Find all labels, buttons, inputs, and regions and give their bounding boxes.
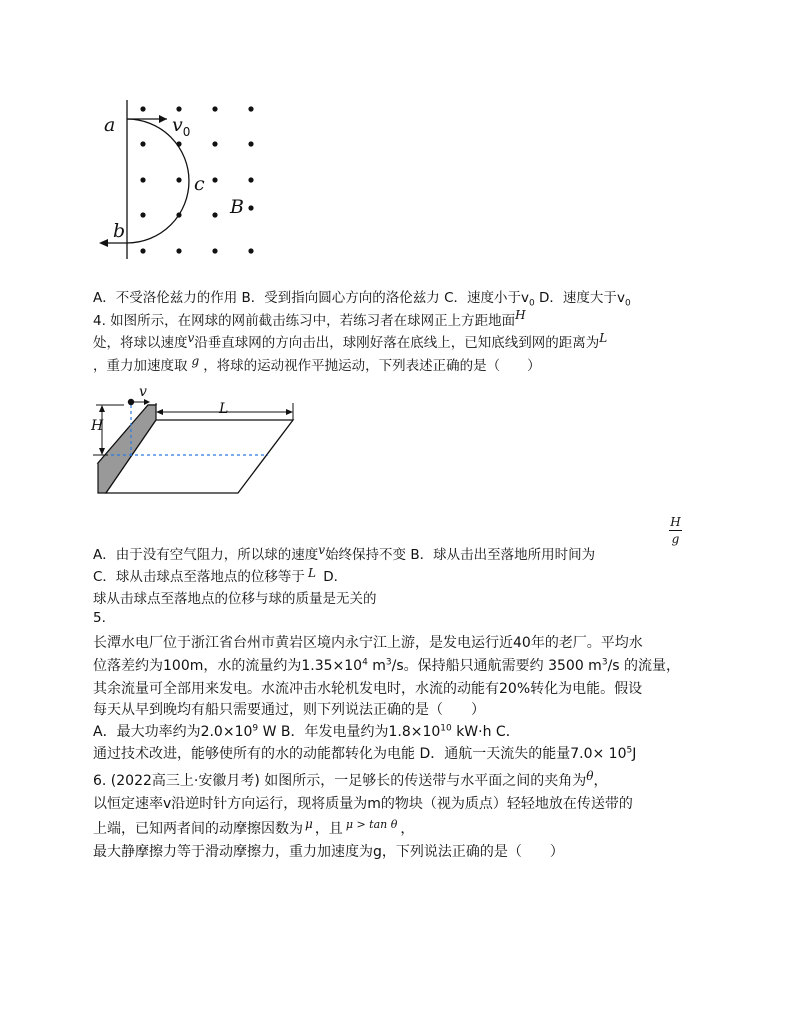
q6-line3: 上端，已知两者间的动摩擦因数为 μ ，且 $^{\mu > tan \theta}$ ， (93, 817, 415, 837)
q5-optA-B: A．最大功率约为$2.0\times 10^9$ W B．年发电量约为$1.8\times 10^{10}$ kW·h C． (93, 723, 520, 740)
tennis-court-figure (88, 385, 303, 500)
q6-line2: 以恒定速率v沿逆时针方向运行，现将质量为m的物块（视为质点）轻轻地放在传送带的 (93, 796, 633, 812)
q5-p4: 每天从早到晚均有船只需要通过，则下列说法正确的是（ ） (93, 702, 485, 718)
q6-line1: 6. (2022高三上·安徽月考) 如图所示，一足够长的传送带与水平面之间的夹角为θ， (93, 769, 608, 789)
q4-optC: C．球从击球点至落地点的位移等于 L D． (93, 566, 348, 585)
q5-p3: 其余流量可全部用来发电。水流冲击水轮机发电时，水流的动能有20%转化为电能。假设 (93, 681, 643, 697)
q4-line2: 处，将球以速度v沿垂直球网的方向击出，球刚好落在底线上，已知底线到网的距离为L (93, 331, 608, 351)
q4-optD: 球从击球点至落地点的位移与球的质量是无关的 (93, 591, 377, 607)
q3-options: A．不受洛伦兹力的作用 B．受到指向圆心方向的洛伦兹力 C．速度小于$v_0$ D．速度大于$v_0$ (93, 290, 631, 309)
label-b: b (113, 220, 126, 242)
label-v0: $v_0$ (172, 114, 191, 139)
exit-arrow-icon (99, 239, 108, 247)
q5-p2: 位落差约为100m，水的流量约为$1.35\times 10^4$ $m^3/s$。保持船只通航需要约 3500 $m^3/s$ 的流量， (93, 657, 681, 674)
q5-p1: 长潭水电厂位于浙江省台州市黄岩区境内永宁江上游，是发电运行近40年的老厂。平均水 (93, 635, 643, 651)
label-v-court: v (139, 384, 147, 400)
q4-line1: 4. 如图所示，在网球的网前截击练习中，若练习者在球网正上方距地面H (93, 308, 526, 329)
q4-optA-B: A．由于没有空气阻力，所以球的速度v始终保持不变 B．球从击出至落地所用时间为 (93, 543, 596, 563)
label-a: a (104, 114, 116, 136)
q5-number: 5. (93, 610, 106, 626)
label-B: B (230, 196, 244, 218)
q4-line3: ，重力加速度取 g ，将球的运动视作平抛运动，下列表述正确的是（ ） (93, 354, 541, 374)
q6-line4: 最大静摩擦力等于滑动摩擦力，重力加速度为g，下列说法正确的是（ ） (93, 844, 564, 860)
label-c: c (194, 173, 205, 195)
q5-optC-D: 通过技术改进，能够使所有的水的动能都转化为电能 D．通航一天流失的能量$7.0\times 10^5J$ (93, 745, 637, 762)
label-L-court: L (219, 401, 229, 417)
v0-arrow-icon (159, 115, 167, 123)
ball-icon (128, 399, 134, 405)
fraction-H-over-g: H g (670, 515, 681, 546)
label-H-court: H (91, 418, 104, 434)
